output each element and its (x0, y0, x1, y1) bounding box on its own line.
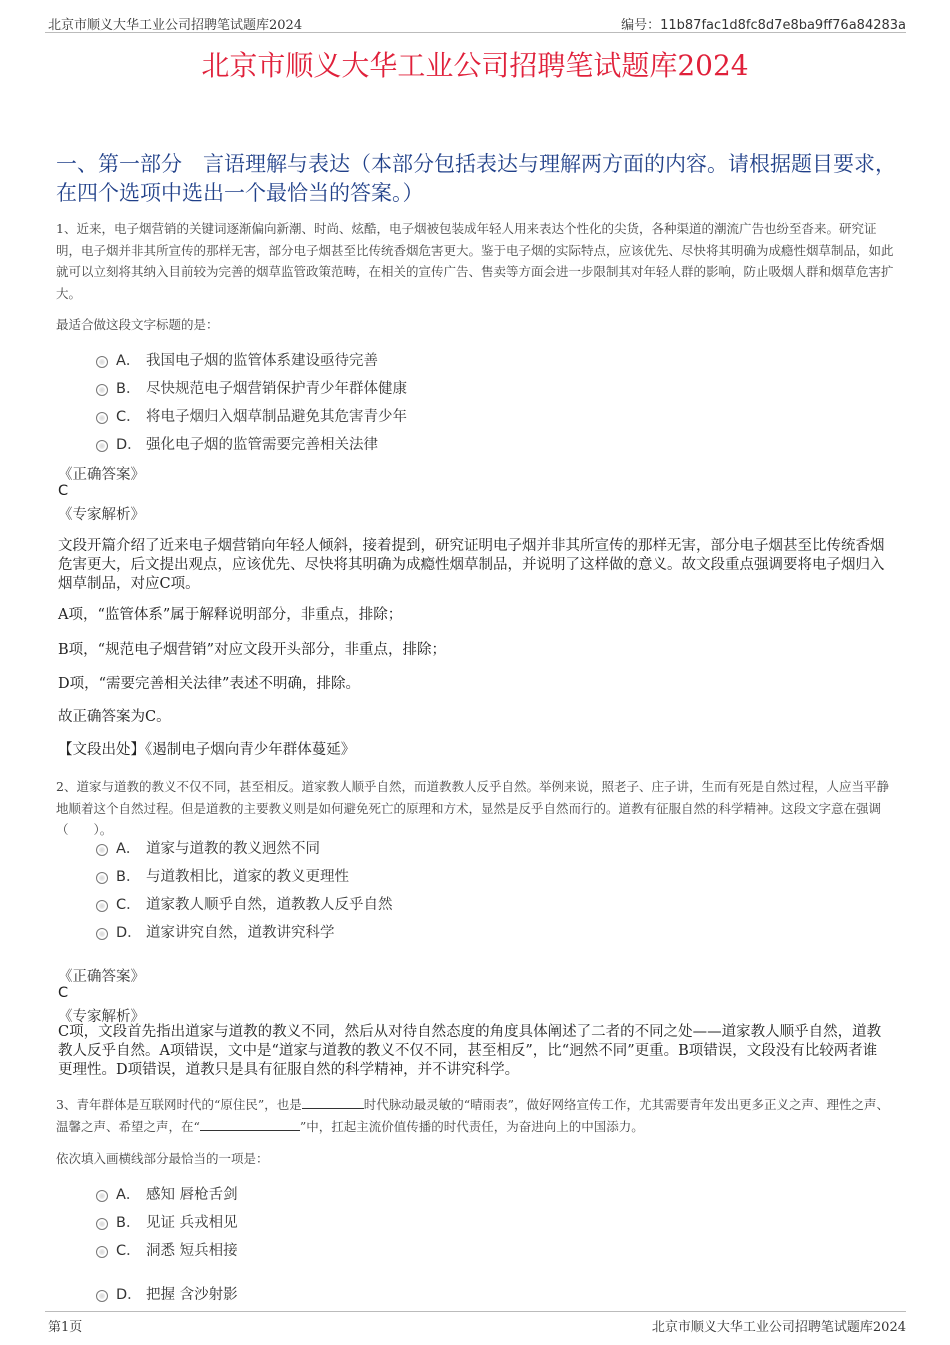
footer-doc-title: 北京市顺义大华工业公司招聘笔试题库2024 (651, 1320, 906, 1335)
option-letter: D． (116, 1286, 142, 1303)
q1-source: 【文段出处】《遏制电子烟向青少年群体蔓延》 (58, 742, 356, 758)
option-letter: A． (116, 1186, 141, 1203)
option-text: 道家与道教的教义迥然不同 (146, 840, 320, 857)
radio-icon[interactable] (96, 356, 108, 368)
footer-divider (45, 1311, 906, 1312)
option-text: 我国电子烟的监管体系建设亟待完善 (146, 352, 378, 369)
q3-blank-2 (200, 1118, 300, 1131)
option-letter: D． (116, 924, 142, 941)
q1-answer: C (58, 483, 69, 499)
q1-answer-label: 《正确答案》 (58, 467, 145, 483)
q3-option-a[interactable] (96, 1182, 238, 1204)
header-doc-id: 编号：11b87fac1d8fc8d7e8ba9ff76a84283a (621, 18, 906, 33)
option-text: 感知 唇枪舌剑 (146, 1186, 238, 1203)
q1-option-d[interactable] (96, 432, 378, 454)
q2-analysis-label: 《专家解析》 (58, 1009, 145, 1025)
option-text: 强化电子烟的监管需要完善相关法律 (146, 436, 378, 453)
radio-icon[interactable] (96, 900, 108, 912)
option-text: 尽快规范电子烟营销保护青少年群体健康 (146, 380, 407, 397)
radio-icon[interactable] (96, 1246, 108, 1258)
q1-option-a[interactable] (96, 348, 378, 370)
radio-icon[interactable] (96, 440, 108, 452)
option-text: 洞悉 短兵相接 (146, 1242, 238, 1259)
option-text: 道家教人顺乎自然，道教教人反乎自然 (146, 896, 393, 913)
q1-analysis-a: A项，“监管体系”属于解释说明部分，非重点，排除； (58, 607, 403, 623)
option-letter: D． (116, 436, 142, 453)
q1-analysis-main: 文段开篇介绍了近来电子烟营销向年轻人倾斜，接着提到，研究证明电子烟并非其所宣传的那样无害，部分电子烟甚至比传统香烟危害更大，后文提出观点，应该优先、尽快将其明确为成瘾性烟草制品，并说明了这样做的意义。故文段重点强调要将电子烟归入烟草制品，对应C项。 (58, 538, 885, 592)
radio-icon[interactable] (96, 872, 108, 884)
q1-analysis-label: 《专家解析》 (58, 507, 145, 523)
q1-prompt: 最适合做这段文字标题的是： (56, 317, 219, 332)
radio-icon[interactable] (96, 412, 108, 424)
q2-option-b[interactable] (96, 864, 349, 886)
option-letter: A． (116, 352, 141, 369)
q1-conclusion: 故正确答案为C。 (58, 709, 171, 725)
q3-text (56, 1094, 894, 1137)
q3-option-c[interactable] (96, 1238, 238, 1260)
option-text: 见证 兵戎相见 (146, 1214, 238, 1231)
q1-analysis-b: B项，“规范电子烟营销”对应文段开头部分，非重点，排除； (58, 642, 446, 658)
option-text: 把握 含沙射影 (146, 1286, 238, 1303)
q2-analysis: C项，文段首先指出道家与道教的教义不同，然后从对待自然态度的角度具体阐述了二者的不同之处——道家教人顺乎自然，道教教人反乎自然。A项错误，文中是“道家与道教的教义不仅不同，甚至相反”，比“迥然不同”更重。B项错误，文段没有比较两者谁更理性。D项错误，道教只是具有征服自然的科学精神，并不讲究科学。 (58, 1024, 882, 1078)
radio-icon[interactable] (96, 928, 108, 940)
q1-option-b[interactable] (96, 376, 407, 398)
option-letter: C． (116, 896, 141, 913)
q3-prompt: 依次填入画横线部分最恰当的一项是： (56, 1151, 269, 1166)
q2-option-c[interactable] (96, 892, 393, 914)
q1-option-c[interactable] (96, 404, 407, 426)
option-letter: B． (116, 1214, 141, 1231)
radio-icon[interactable] (96, 1218, 108, 1230)
q3-text-part3: ”中，扛起主流价值传播的时代责任，为奋进向上的中国添力。 (299, 1118, 644, 1134)
radio-icon[interactable] (96, 1290, 108, 1302)
header-divider (45, 32, 906, 33)
option-text: 道家讲究自然，道教讲究科学 (146, 924, 335, 941)
option-letter: C． (116, 1242, 141, 1259)
header-doc-title: 北京市顺义大华工业公司招聘笔试题库2024 (48, 18, 303, 33)
q3-option-b[interactable] (96, 1210, 238, 1232)
q3-option-d[interactable] (96, 1282, 238, 1304)
option-letter: B． (116, 868, 141, 885)
q3-text-part2: 时代脉动最灵敏的“晴雨表”，做好网络宣传工作，尤其需要青年发出更多正义之声、理性之声、温馨之声、希望之声，在“ (56, 1097, 890, 1134)
q2-text: 2、道家与道教的教义不仅不同，甚至相反。道家教人顺乎自然，而道教教人反乎自然。举例来说，照老子、庄子讲，生而有死是自然过程，人应当平静地顺着这个自然过程。但是道教的主要教义则是如何避免死亡的原理和方术，显然是反乎自然而行的。道教有征服自然的科学精神。这段文字意在强调（ ）。 (56, 779, 889, 837)
option-letter: A． (116, 840, 141, 857)
q2-option-d[interactable] (96, 920, 335, 942)
option-letter: B． (116, 380, 141, 397)
q2-answer-label: 《正确答案》 (58, 969, 145, 985)
radio-icon[interactable] (96, 844, 108, 856)
page-title: 北京市顺义大华工业公司招聘笔试题库2024 (201, 49, 749, 82)
q3-blank-1 (302, 1096, 364, 1109)
option-letter: C． (116, 408, 141, 425)
page-number: 第1页 (48, 1320, 83, 1335)
q3-text-part1: 3、青年群体是互联网时代的“原住民”，也是 (56, 1097, 302, 1112)
q2-option-a[interactable] (96, 836, 320, 858)
q1-text: 1、近来，电子烟营销的关键词逐渐偏向新潮、时尚、炫酷，电子烟被包装成年轻人用来表达个性化的尖货，各种渠道的潮流广告也纷至沓来。研究证明，电子烟并非其所宣传的那样无害，部分电子烟甚至比传统香烟危害更大。鉴于电子烟的实际特点，应该优先、尽快将其明确为成瘾性烟草制品，如此就可以立刻将其纳入目前较为完善的烟草监管政策范畴，在相关的宣传广告、售卖等方面会进一步限制其对年轻人群的影响，防止吸烟人群和烟草危害扩大。 (56, 221, 894, 301)
radio-icon[interactable] (96, 1190, 108, 1202)
section-heading: 一、第一部分 言语理解与表达（本部分包括表达与理解两方面的内容。请根据题目要求，在四个选项中选出一个最恰当的答案。） (56, 152, 896, 205)
q2-answer: C (58, 985, 69, 1001)
q1-analysis-d: D项，“需要完善相关法律”表述不明确，排除。 (58, 676, 360, 692)
option-text: 将电子烟归入烟草制品避免其危害青少年 (146, 408, 407, 425)
option-text: 与道教相比，道家的教义更理性 (146, 868, 349, 885)
radio-icon[interactable] (96, 384, 108, 396)
